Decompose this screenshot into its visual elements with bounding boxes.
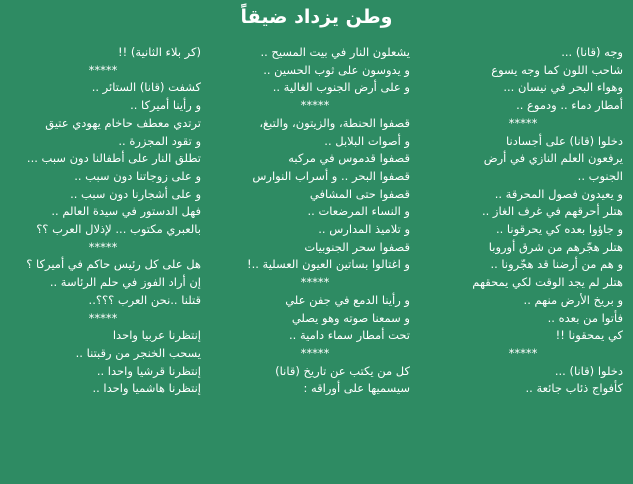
poem-line: قصفوا حتى المشافي — [309, 186, 410, 201]
poem-line: يشعلون النار في بيت المسيح .. — [260, 45, 410, 59]
poem-column-right — [423, 44, 623, 398]
poem-line: كأفواج ذئاب جائعة .. — [525, 381, 623, 396]
poem-line: كي يمحقونا !! — [555, 328, 623, 343]
poem-line: و سمعنا صوته وهو يصلي — [291, 310, 410, 325]
poem-line: و أصوات البلابل .. — [324, 133, 410, 148]
poem-line: قصفوا الحنطة، والزيتون، والتبغ، — [259, 115, 410, 130]
poem-line: أمطار دماء .. ودموع .. — [516, 98, 623, 113]
poem-line: و يدوسون على ثوب الحسين .. — [263, 62, 410, 77]
poem-line: فهل الدستور في سيدة العالم .. — [51, 204, 201, 219]
stanza-separator: ***** — [88, 310, 118, 325]
poem-line: هتلر أحرقهم في غرف الغاز .. — [481, 204, 623, 219]
poem-line: و يعيدون فصول المحرقة .. — [494, 186, 623, 201]
poem-line: قصفوا سحر الجنوبيات — [304, 239, 410, 254]
poem-line: و تلاميذ المدارس .. — [318, 222, 410, 237]
poem-line: و جاؤوا بعده كي يحرقونا .. — [495, 222, 623, 237]
poem-line: و على أشجارنا دون سبب .. — [70, 186, 201, 201]
stanza-separator: ***** — [300, 345, 330, 360]
poem-line: فأتوا من بعده .. — [547, 310, 623, 325]
poem-line: إنتظرنا عربيا واحدا — [112, 328, 201, 343]
stanza-separator: ***** — [508, 115, 538, 130]
poem-line: هتلر هجّرهم من شرق أوروبا — [488, 239, 623, 254]
poem-line: ترتدي معطف حاخام يهودي عتيق — [45, 115, 201, 130]
poem-line: قتلنا ..نحن العرب ؟؟؟.. — [88, 292, 201, 307]
poem-line: كل من يكتب عن تاريخ (قانا) — [275, 363, 410, 378]
poem-column-left — [5, 44, 201, 398]
stanza-separator: ***** — [88, 239, 118, 254]
poem-line: هتلر لم يجد الوقت لكي يمحقهم — [472, 275, 623, 290]
poem-title: وطن يزداد ضيقاً — [240, 6, 393, 28]
poem-line: قصفوا قدموس في مركبه — [288, 151, 410, 166]
poem-line: يسحب الخنجر من رقبتنا .. — [75, 345, 201, 360]
poem-line: وجه (قانا) ... — [561, 45, 623, 59]
poem-line: دخلوا (قانا) ... — [554, 363, 623, 378]
poem-line: و على أرض الجنوب الغالية .. — [272, 80, 410, 95]
poem-line: الجنوب .. — [577, 168, 623, 183]
poem-line: بالعبري مكتوب ... لإذلال العرب ؟؟ — [36, 222, 201, 237]
poem-column-middle — [220, 44, 410, 398]
stanza-separator: ***** — [88, 62, 118, 77]
poem-line: إن أراد الفوز في حلم الرئاسة .. — [49, 275, 201, 290]
poem-line: و تقود المجزرة .. — [118, 133, 201, 148]
poem-line: و هم من أرضنا قد هجّرونا .. — [490, 257, 623, 272]
stanza-separator: ***** — [300, 275, 330, 290]
poem-line: سيسميها على أوراقه : — [303, 381, 410, 396]
poem-line: (كر بلاء الثانية) !! — [118, 45, 201, 59]
poem-line: كشفت (قانا) الستائر .. — [91, 80, 201, 95]
poem-line: تطلق النار على أطفالنا دون سبب ... — [26, 151, 201, 166]
poem-line: و رأينا الدمع في جفن علي — [285, 292, 410, 307]
poem-line: وهواء البحر في نيسان ... — [503, 80, 623, 95]
poem-line: إنتظرنا قرشيا واحدا .. — [96, 363, 201, 378]
poem-line: شاحب اللون كما وجه يسوع — [491, 62, 623, 77]
poem-line: يرفعون العلم النازي في أرض — [483, 151, 623, 166]
poem-line: تحت أمطار سماء دامية .. — [288, 328, 410, 343]
stanza-separator: ***** — [300, 98, 330, 113]
poem-line: و رأينا أميركا .. — [130, 98, 201, 113]
poem-line: قصفوا البحر .. و أسراب النوارس — [252, 168, 410, 183]
poem-line: إنتظرنا هاشميا واحدا .. — [92, 381, 201, 396]
poem-line: هل على كل رئيس حاكم في أميركا ؟ — [26, 257, 201, 272]
stanza-separator: ***** — [508, 345, 538, 360]
poem-line: و على زوجاتنا دون سبب .. — [74, 168, 201, 183]
poem-line: و النساء المرضعات .. — [307, 204, 410, 219]
poem-line: و اغتالوا بساتين العيون العسلية ..! — [246, 257, 410, 272]
poem-line: و بريخ الأرض منهم .. — [523, 292, 623, 307]
poem-line: دخلوا (قانا) على أجسادنا — [506, 133, 623, 148]
